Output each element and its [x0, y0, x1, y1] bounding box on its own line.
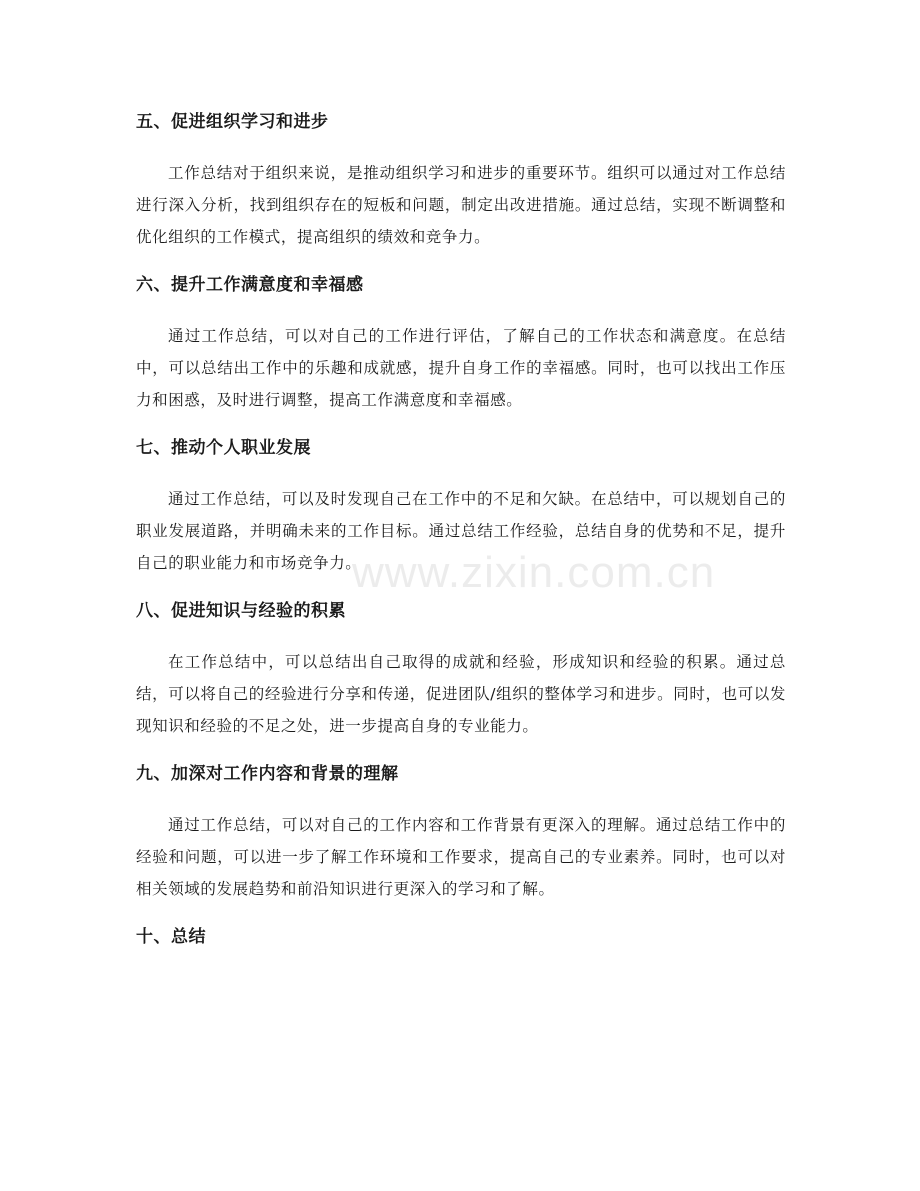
watermark: www.zixin.com.cn: [352, 548, 716, 597]
section-6: [136, 271, 786, 416]
section-10: [136, 923, 786, 951]
document-body: [136, 108, 786, 972]
section-5: [136, 108, 786, 253]
section-heading: 六、提升工作满意度和幸福感: [136, 275, 364, 295]
section-heading: 九、加深对工作内容和背景的理解: [136, 764, 399, 784]
section-9: [136, 760, 786, 905]
section-paragraph: 通过工作总结，可以对自己的工作进行评估，了解自己的工作状态和满意度。在总结中，可以总结出工作中的乐趣和成就感，提升自身工作的幸福感。同时，也可以找出工作压力和困惑，及时进行调整，提高工作满意度和幸福感。: [136, 327, 786, 409]
section-8: [136, 597, 786, 742]
section-heading: 十、总结: [136, 927, 206, 947]
section-paragraph: 通过工作总结，可以对自己的工作内容和工作背景有更深入的理解。通过总结工作中的经验和问题，可以进一步了解工作环境和工作要求，提高自己的专业素养。同时，也可以对相关领域的发展趋势和前沿知识进行更深入的学习和了解。: [136, 816, 786, 898]
section-paragraph: 在工作总结中，可以总结出自己取得的成就和经验，形成知识和经验的积累。通过总结，可以将自己的经验进行分享和传递，促进团队/组织的整体学习和进步。同时，也可以发现知识和经验的不足之处，进一步提高自身的专业能力。: [136, 653, 786, 735]
section-heading: 五、促进组织学习和进步: [136, 112, 329, 132]
section-heading: 八、促进知识与经验的积累: [136, 601, 346, 621]
section-paragraph: 工作总结对于组织来说，是推动组织学习和进步的重要环节。组织可以通过对工作总结进行深入分析，找到组织存在的短板和问题，制定出改进措施。通过总结，实现不断调整和优化组织的工作模式，提高组织的绩效和竞争力。: [136, 164, 786, 246]
section-paragraph: 通过工作总结，可以及时发现自己在工作中的不足和欠缺。在总结中，可以规划自己的职业发展道路，并明确未来的工作目标。通过总结工作经验，总结自身的优势和不足，提升自己的职业能力和市场竞争力。: [136, 490, 786, 572]
section-7: [136, 434, 786, 579]
section-heading: 七、推动个人职业发展: [136, 438, 311, 458]
